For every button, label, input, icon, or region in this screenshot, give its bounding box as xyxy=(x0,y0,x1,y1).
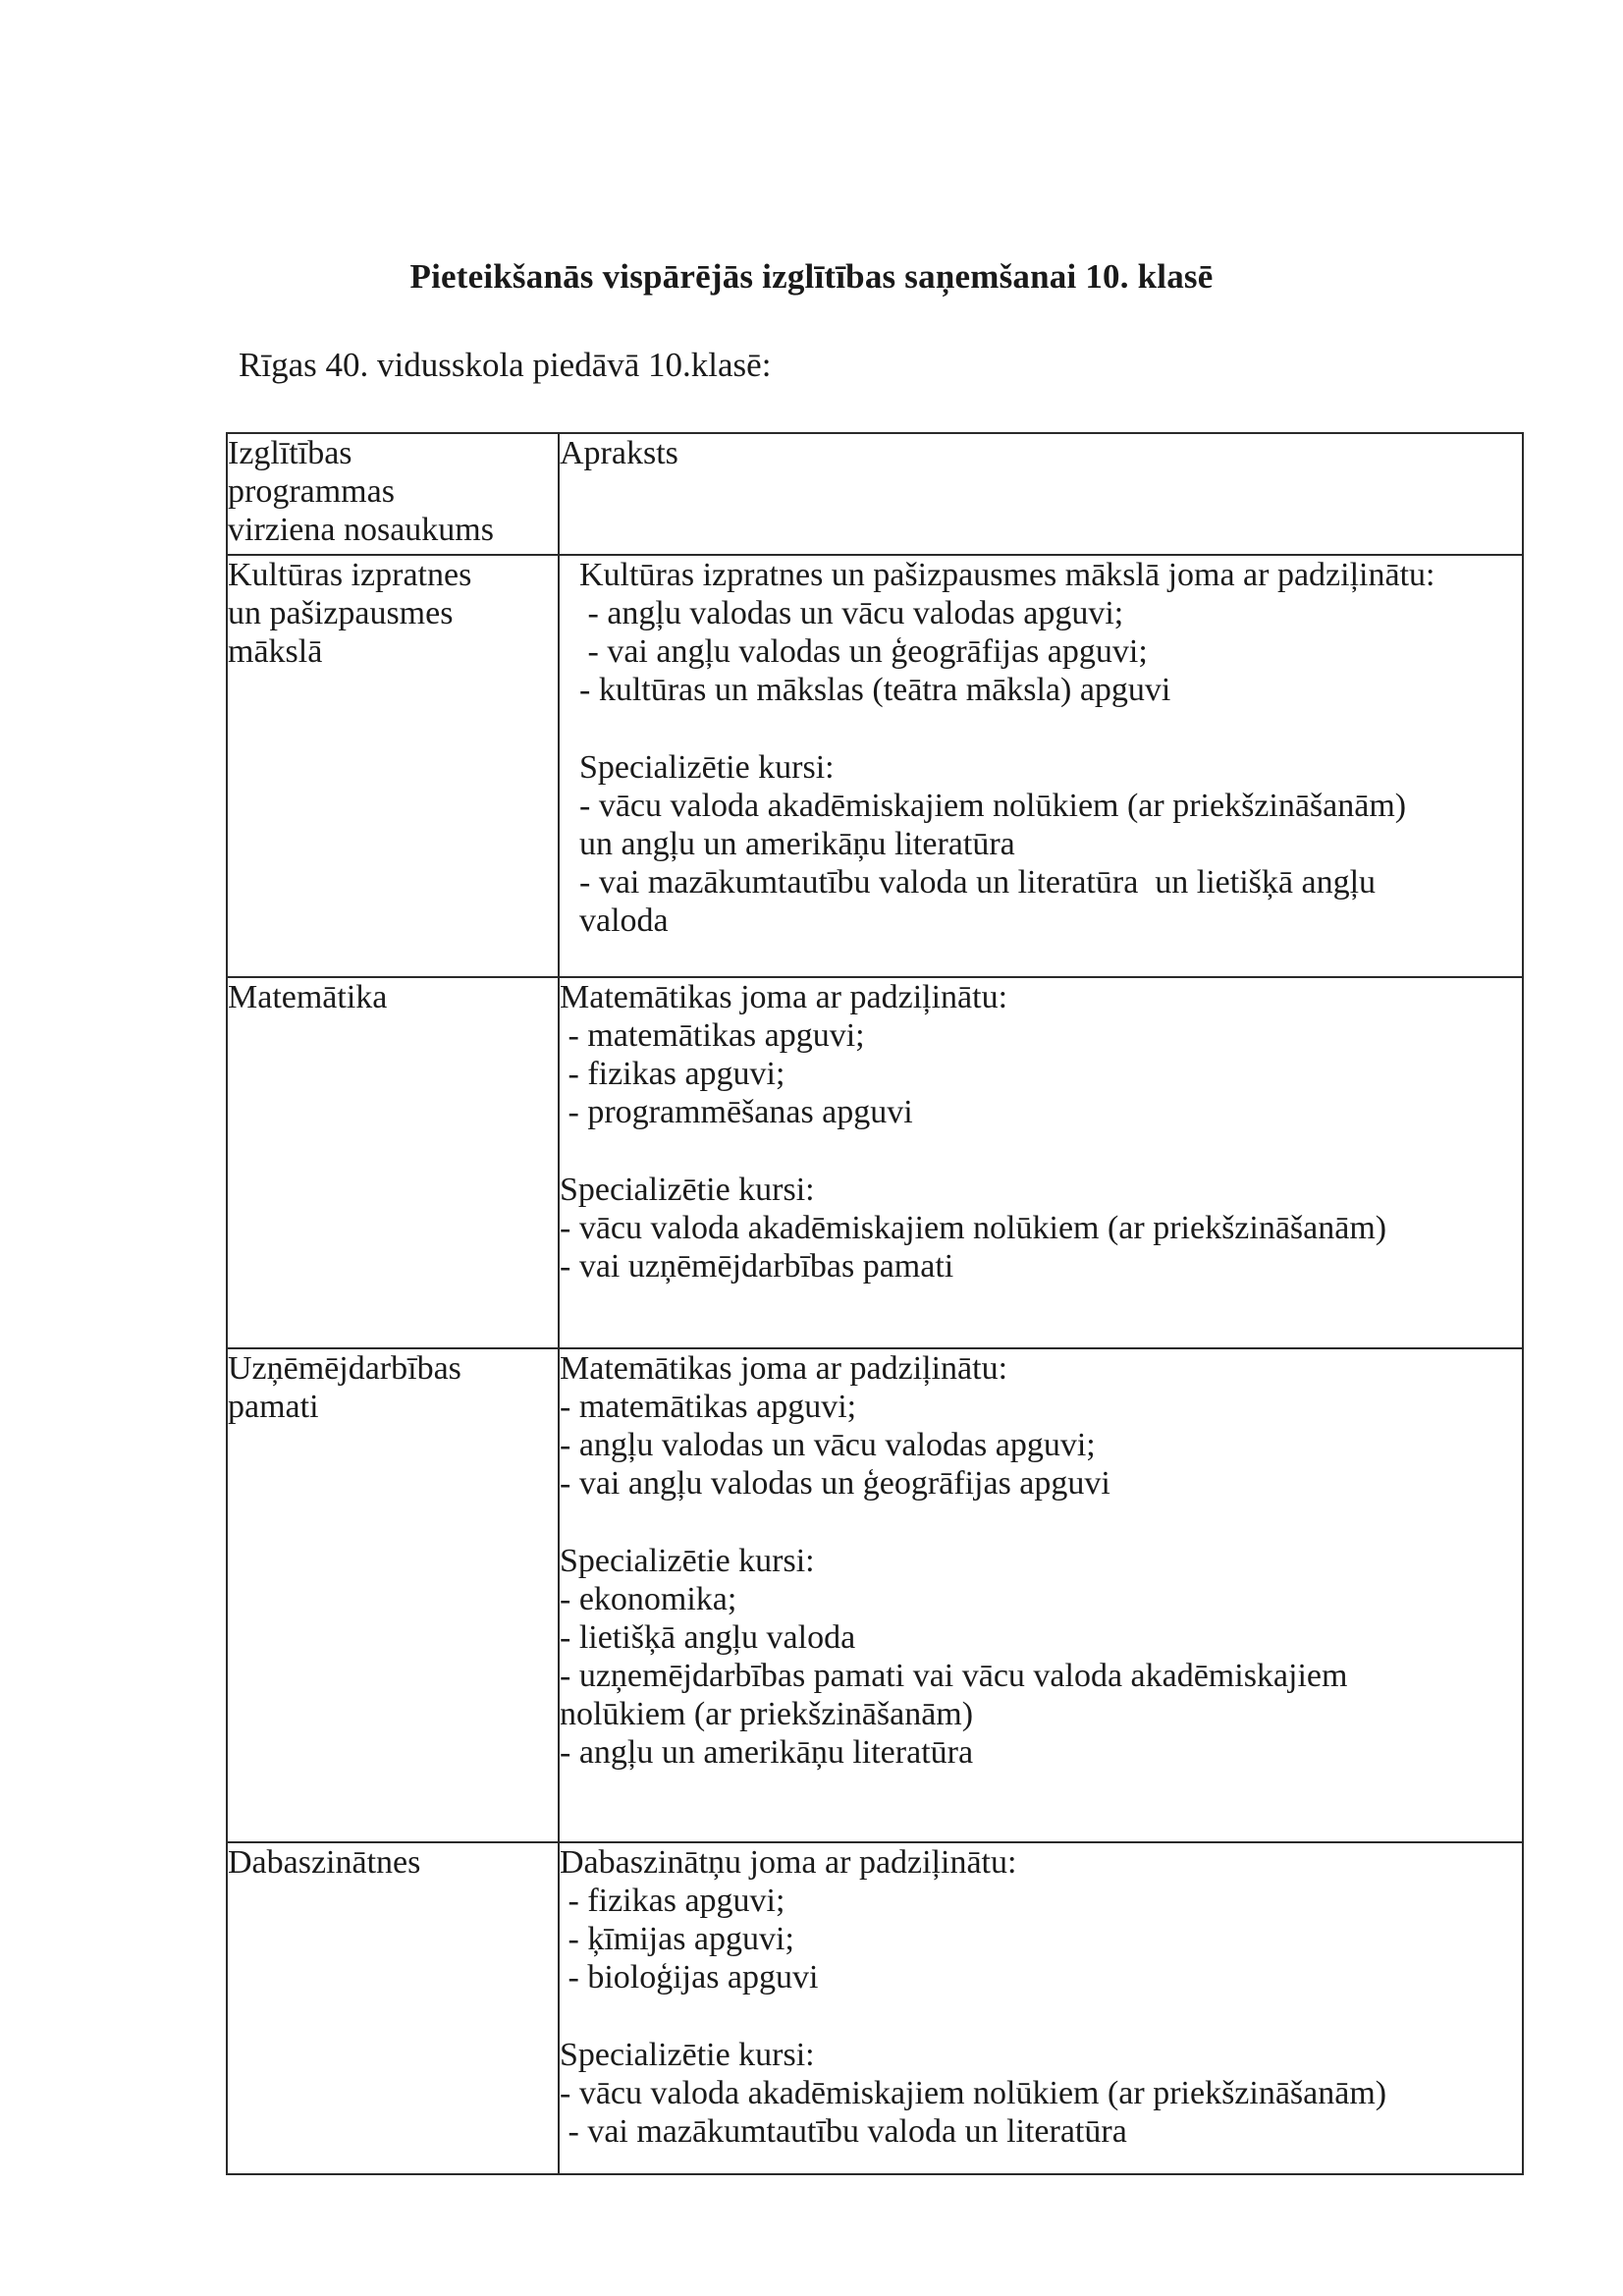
description-line: Specializētie kursi: xyxy=(560,2037,815,2073)
program-description-cell xyxy=(559,1842,1523,2174)
program-name-cell xyxy=(227,977,559,1348)
description-line: - fizikas apguvi; xyxy=(560,1883,785,1919)
table-row xyxy=(227,1842,1523,2174)
blank-line xyxy=(560,1131,1522,1171)
header-description-cell xyxy=(559,433,1523,555)
description-line: Kultūras izpratnes un pašizpausmes mākslā joma ar padziļinātu: xyxy=(579,557,1435,593)
document-title: Pieteikšanās vispārējās izglītības saņemšanai 10. klasē xyxy=(409,257,1214,296)
header-name-line: Izglītības xyxy=(228,435,352,471)
description-line: Dabaszinātņu joma ar padziļinātu: xyxy=(560,1844,1017,1881)
table-row xyxy=(227,977,1523,1348)
description-line: - vācu valoda akadēmiskajiem nolūkiem (ar priekšzināšanām) xyxy=(579,788,1407,824)
program-description-cell xyxy=(559,1348,1523,1842)
description-line: - ķīmijas apguvi; xyxy=(560,1921,794,1957)
blank-line xyxy=(560,1503,1522,1542)
description-line: - matemātikas apguvi; xyxy=(560,1017,865,1054)
program-description-cell xyxy=(559,977,1523,1348)
programs-table xyxy=(226,432,1524,2175)
table-row xyxy=(227,1348,1523,1842)
table-header-row xyxy=(227,433,1523,555)
description-line: - lietišķā angļu valoda xyxy=(560,1619,856,1656)
header-name-line: virziena nosaukums xyxy=(228,512,494,548)
description-line: Matemātikas joma ar padziļinātu: xyxy=(560,1350,1008,1387)
header-program-name-cell xyxy=(227,433,559,555)
description-line: - vācu valoda akadēmiskajiem nolūkiem (ar priekšzināšanām) xyxy=(560,1210,1387,1246)
program-name-line: Matemātika xyxy=(228,979,388,1015)
blank-line xyxy=(560,1996,1522,2036)
program-name-cell xyxy=(227,555,559,977)
description-line: un angļu un amerikāņu literatūra xyxy=(579,826,1015,862)
description-line: Specializētie kursi: xyxy=(560,1543,815,1579)
table-row xyxy=(227,555,1523,977)
description-line: Matemātikas joma ar padziļinātu: xyxy=(560,979,1008,1015)
program-name-line: un pašizpausmes xyxy=(228,595,454,631)
description-line: - angļu valodas un vācu valodas apguvi; xyxy=(579,595,1124,631)
program-name-line: Uzņēmējdarbības xyxy=(228,1350,461,1387)
description-line: valoda xyxy=(579,902,669,939)
description-line: nolūkiem (ar priekšzināšanām) xyxy=(560,1696,974,1732)
description-line: Specializētie kursi: xyxy=(560,1172,815,1208)
description-line: - vai uzņēmējdarbības pamati xyxy=(560,1248,954,1285)
description-line: - bioloģijas apguvi xyxy=(560,1959,819,1995)
description-line: - vai mazākumtautību valoda un literatūra xyxy=(560,2113,1127,2150)
description-line: - ekonomika; xyxy=(560,1581,737,1617)
description-line: - vācu valoda akadēmiskajiem nolūkiem (ar priekšzināšanām) xyxy=(560,2075,1387,2111)
description-line: - vai angļu valodas un ģeogrāfijas apguvi xyxy=(560,1465,1110,1502)
description-line: Specializētie kursi: xyxy=(579,749,835,786)
program-name-line: Dabaszinātnes xyxy=(228,1844,421,1881)
program-name-line: Kultūras izpratnes xyxy=(228,557,472,593)
description-line: - kultūras un mākslas (teātra māksla) apguvi xyxy=(579,672,1171,708)
description-line: - fizikas apguvi; xyxy=(560,1056,785,1092)
description-line: - angļu valodas un vācu valodas apguvi; xyxy=(560,1427,1096,1463)
document-intro: Rīgas 40. vidusskola piedāvā 10.klasē: xyxy=(239,346,772,384)
program-name-line: mākslā xyxy=(228,633,323,670)
blank-line xyxy=(579,709,1522,748)
description-line: - programmēšanas apguvi xyxy=(560,1094,913,1130)
program-name-cell xyxy=(227,1842,559,2174)
program-description-cell xyxy=(559,555,1523,977)
header-name-line: programmas xyxy=(228,473,395,510)
program-name-cell xyxy=(227,1348,559,1842)
description-line: - angļu un amerikāņu literatūra xyxy=(560,1734,974,1771)
program-name-line: pamati xyxy=(228,1389,319,1425)
description-line: - uzņemējdarbības pamati vai vācu valoda akadēmiskajiem xyxy=(560,1658,1348,1694)
description-line: - vai mazākumtautību valoda un literatūra un lietišķā angļu xyxy=(579,864,1377,901)
description-line: - vai angļu valodas un ģeogrāfijas apguvi; xyxy=(579,633,1148,670)
description-line: - matemātikas apguvi; xyxy=(560,1389,857,1425)
header-desc-line: Apraksts xyxy=(560,435,678,471)
